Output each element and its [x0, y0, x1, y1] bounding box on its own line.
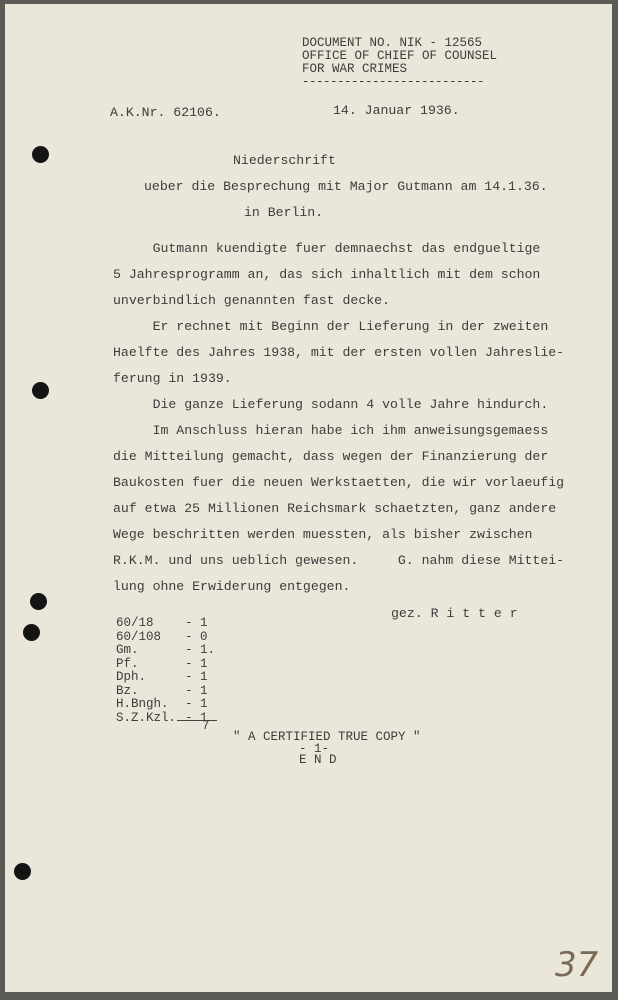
distribution-count: - 1 [185, 616, 208, 630]
distribution-count: - 1 [185, 697, 208, 711]
handwritten-page-number: 37 [555, 945, 599, 985]
distribution-count: - 1 [185, 683, 208, 698]
distribution-name: H.Bngh. [116, 697, 169, 711]
body-line: Die ganze Lieferung sodann 4 volle Jahre hindurch. [113, 397, 549, 412]
total-rule [177, 720, 217, 721]
stamp-line-2: OFFICE OF CHIEF OF COUNSEL [302, 49, 498, 63]
punch-hole [14, 863, 31, 880]
body-line: unverbindlich genannten fast decke. [113, 293, 390, 308]
punch-hole [30, 593, 47, 610]
body-line: Wege beschritten werden muessten, als bisher zwischen [113, 527, 533, 542]
body-line: Baukosten fuer die neuen Werkstaetten, die wir vorlaeufig [113, 475, 565, 490]
body-line: Er rechnet mit Beginn der Lieferung in der zweiten [113, 319, 549, 334]
distribution-count: - 0 [185, 629, 208, 644]
distribution-name: 60/18 [116, 616, 154, 630]
body-line: ferung in 1939. [113, 371, 232, 386]
title-line-3: in Berlin. [244, 205, 324, 220]
document-date: 14. Januar 1936. [333, 103, 460, 118]
body-line: Im Anschluss hieran habe ich ihm anweisungsgemaess [113, 423, 549, 438]
body-line: auf etwa 25 Millionen Reichsmark schaetzten, ganz andere [113, 501, 557, 516]
distribution-count: - 1 [185, 656, 208, 671]
distribution-name: Dph. [116, 670, 147, 684]
distribution-name: Pf. [116, 656, 139, 671]
distribution-count: - 1. [185, 643, 216, 657]
stamp-line-3: FOR WAR CRIMES [302, 62, 408, 76]
distribution-name: S.Z.Kzl. [116, 710, 177, 725]
certified-copy: " A CERTIFIED TRUE COPY " [233, 730, 421, 744]
distribution-total: 7 [202, 719, 210, 733]
distribution-name: 60/108 [116, 629, 162, 644]
body-line: R.K.M. und uns ueblich gewesen. G. nahm diese Mittei- [113, 553, 565, 568]
title-line-1: Niederschrift [233, 153, 336, 168]
body-line: die Mitteilung gemacht, dass wegen der Finanzierung der [113, 449, 549, 464]
reference-number: A.K.Nr. 62106. [110, 105, 221, 120]
punch-hole [23, 624, 40, 641]
title-line-2: ueber die Besprechung mit Major Gutmann am 14.1.36. [144, 179, 548, 194]
stamp-line-1: DOCUMENT NO. NIK - 12565 [302, 36, 483, 50]
signature: gez. R i t t e r [391, 606, 518, 621]
distribution-name: Gm. [116, 643, 139, 657]
page-number: - 1- [299, 742, 330, 756]
body-line: 5 Jahresprogramm an, das sich inhaltlich mit dem schon [113, 267, 541, 282]
punch-hole [32, 382, 49, 399]
body-line: Haelfte des Jahres 1938, mit der ersten vollen Jahreslie- [113, 345, 565, 360]
distribution-count: - 1 [185, 710, 208, 725]
body-line: lung ohne Erwiderung entgegen. [113, 579, 351, 594]
body-line: Gutmann kuendigte fuer demnaechst das endgueltige [113, 241, 541, 256]
punch-hole [32, 146, 49, 163]
end-mark: E N D [299, 753, 337, 767]
stamp-rule: -------------------------- [302, 75, 485, 89]
distribution-count: - 1 [185, 670, 208, 684]
distribution-name: Bz. [116, 683, 139, 698]
